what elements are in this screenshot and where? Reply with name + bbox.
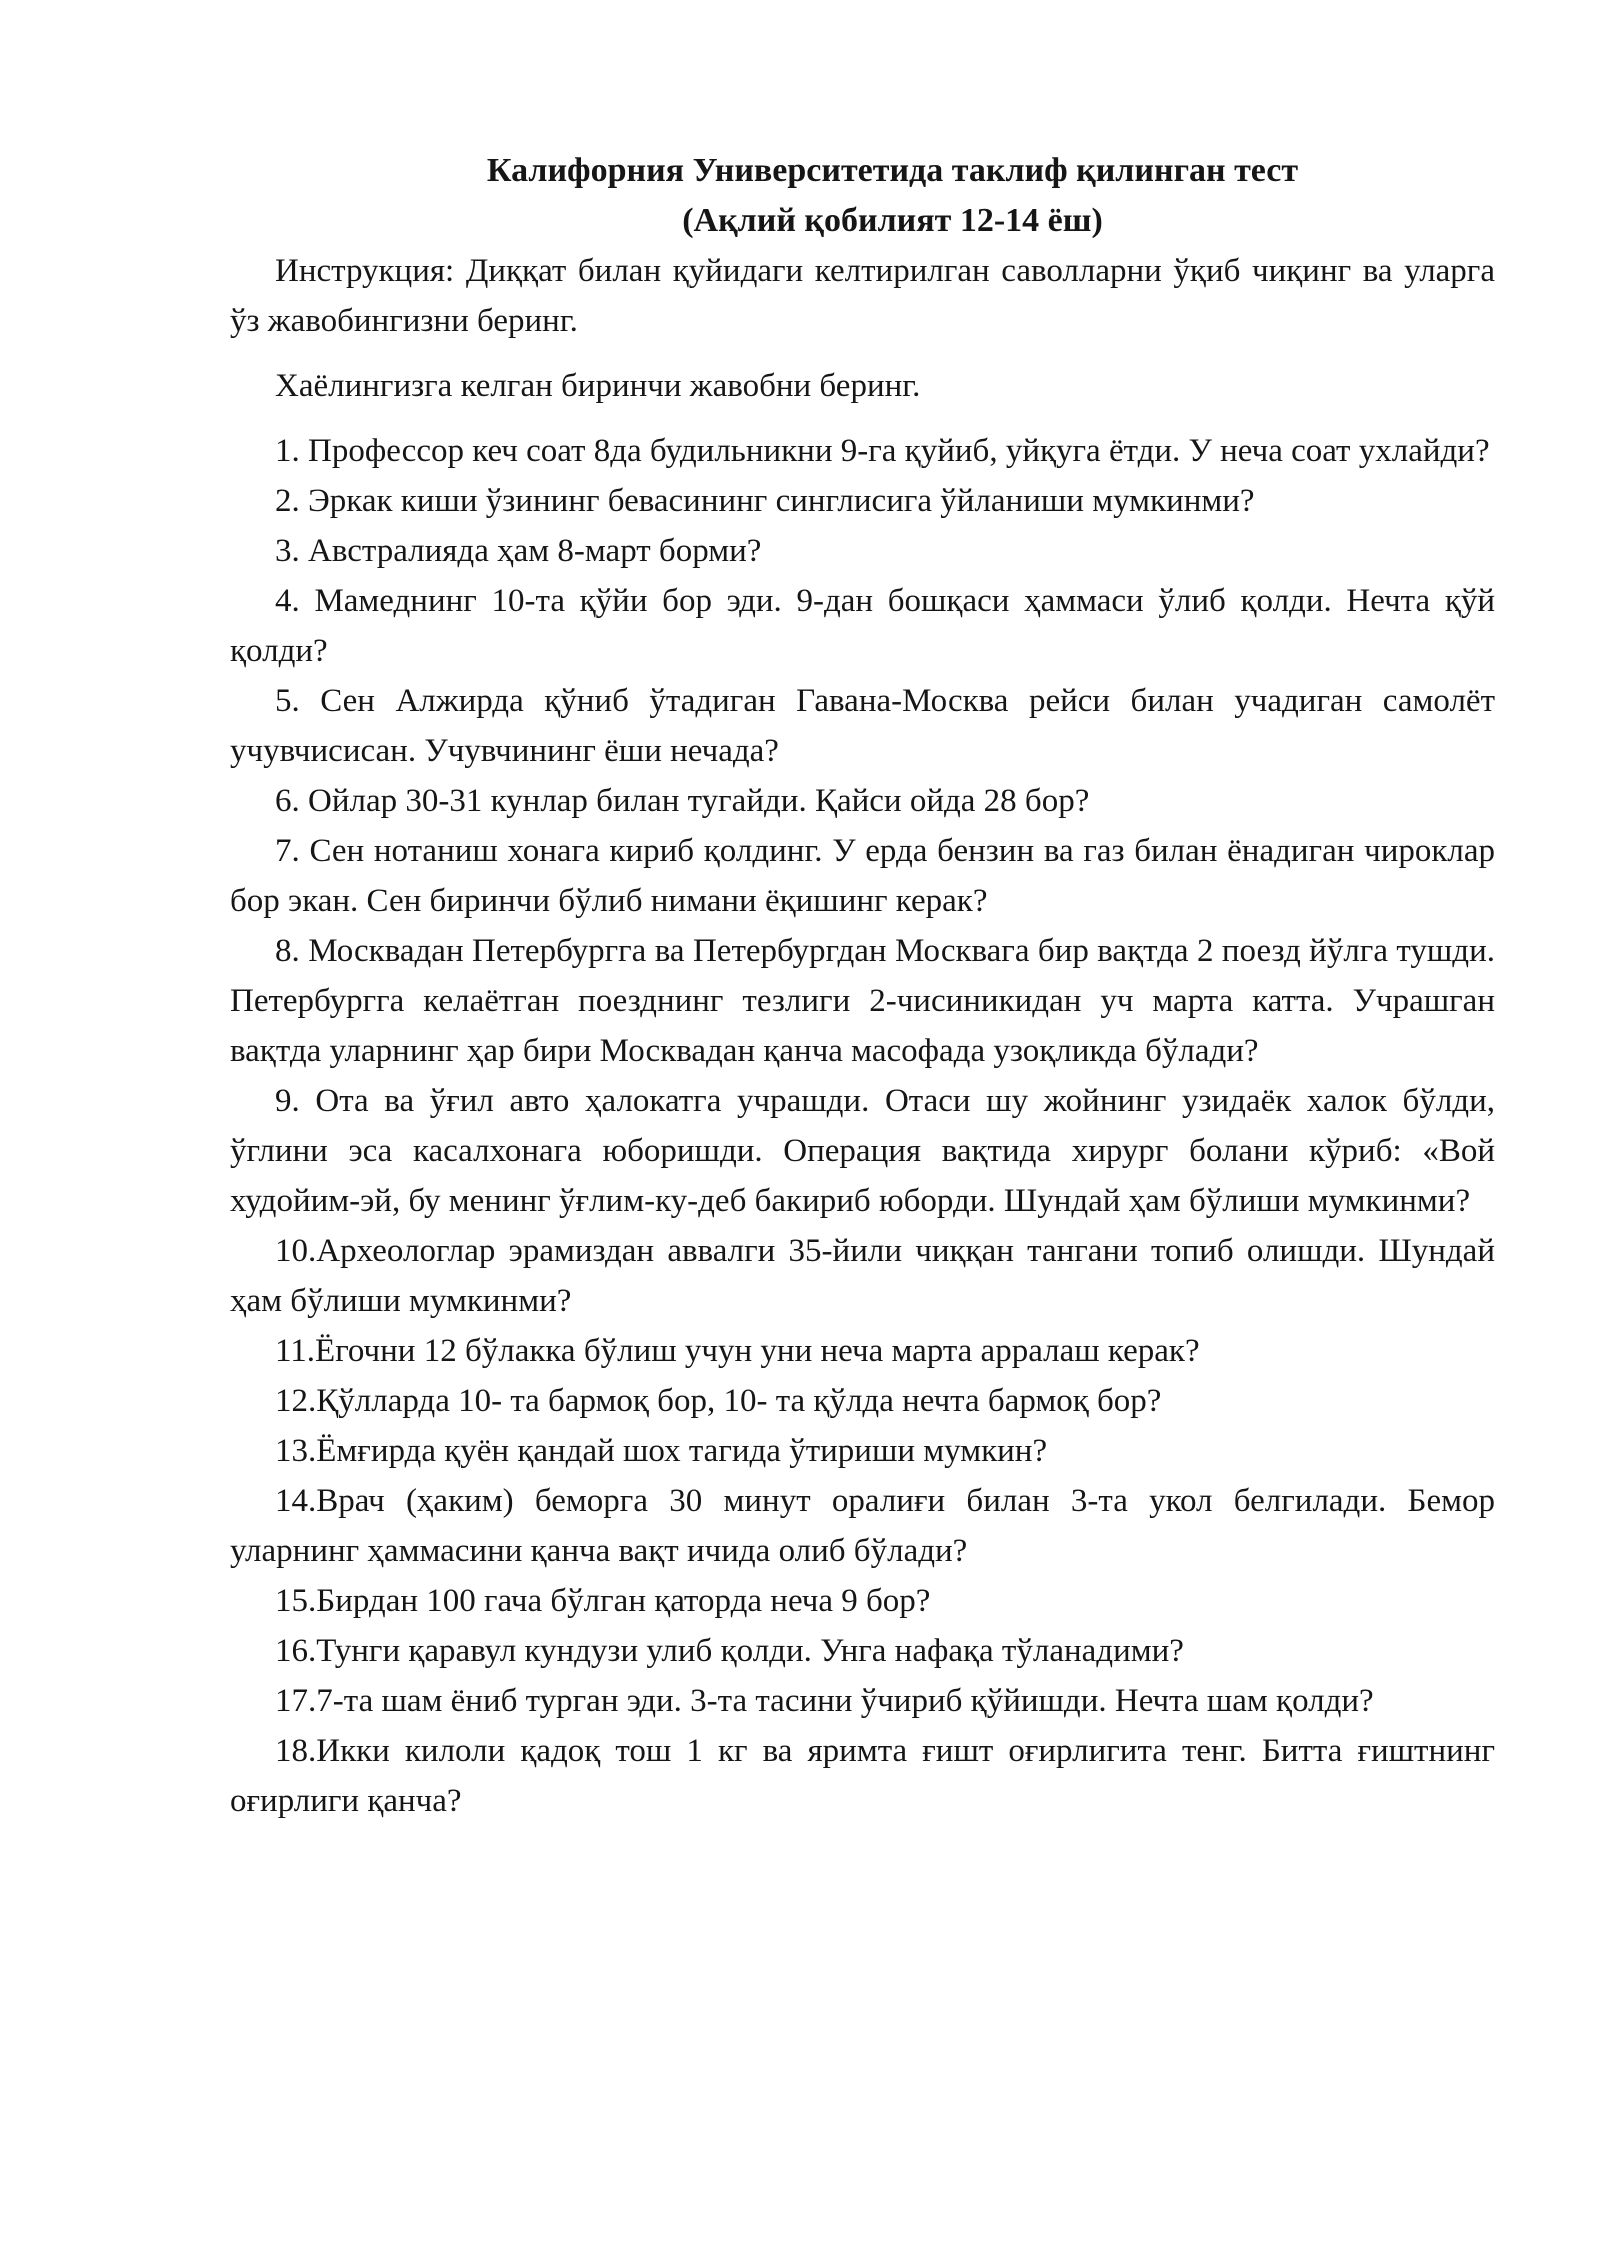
question-text: Сен нотаниш хонага кириб қолдинг. У ерда бензин ва газ билан ёнадиган чироклар бор экан. Сен биринчи бўлиб нимани ёқишинг керак? xyxy=(230,833,1495,919)
document-page xyxy=(230,146,1495,1826)
document-subtitle: (Ақлий қобилият 12-14 ёш) xyxy=(682,202,1103,239)
document-title: Калифорния Университетида таклиф қилинган тест xyxy=(486,152,1299,189)
question-item xyxy=(230,1476,1495,1576)
question-text: Ойлар 30-31 кунлар билан тугайди. Қайси ойда 28 бор? xyxy=(308,783,1090,819)
question-item xyxy=(230,1726,1495,1826)
question-text: Эркак киши ўзининг бевасининг синглисига ўйланиши мумкинми? xyxy=(308,483,1255,519)
question-item xyxy=(230,926,1495,1076)
hint-text: Хаёлингизга келган биринчи жавобни беринг. xyxy=(275,368,921,404)
question-number: 15. xyxy=(275,1583,317,1619)
question-item xyxy=(230,1576,1495,1626)
question-text: Археологлар эрамиздан аввалги 35-йили чиққан тангани топиб олишди. Шундай ҳам бўлиши мумкинми? xyxy=(230,1233,1495,1319)
question-item xyxy=(230,1226,1495,1326)
question-number: 16. xyxy=(275,1633,317,1669)
question-text: 7-та шам ёниб турган эди. 3-та тасини ўчириб қўйишди. Нечта шам қолди? xyxy=(316,1683,1374,1719)
question-number: 7. xyxy=(275,833,310,869)
question-text: Икки килоли қадоқ тош 1 кг ва яримта ғишт оғирлигита тенг. Битта ғиштнинг оғирлиги қанча? xyxy=(230,1733,1495,1819)
question-text: Профессор кеч соат 8да будильникни 9-га қуйиб, уйқуга ётди. У неча соат ухлайди? xyxy=(308,433,1490,469)
question-number: 9. xyxy=(275,1083,316,1119)
question-text: Врач (ҳаким) беморга 30 минут оралиғи билан 3-та укол белгилади. Бемор уларнинг ҳаммасини қанча вақт ичида олиб бўлади? xyxy=(230,1483,1495,1569)
question-text: Сен Алжирда қўниб ўтадиган Гавана-Москва рейси билан учадиган самолёт учувчисисан. Учувчининг ёши нечада? xyxy=(230,683,1495,769)
question-number: 13. xyxy=(275,1433,317,1469)
question-number: 12. xyxy=(275,1383,317,1419)
question-item xyxy=(230,1676,1495,1726)
question-item xyxy=(230,1076,1495,1226)
question-number: 18. xyxy=(275,1733,317,1769)
question-text: Мамеднинг 10-та қўйи бор эди. 9-дан бошқаси ҳаммаси ўлиб қолди. Нечта қўй қолди? xyxy=(230,583,1496,669)
question-number: 8. xyxy=(275,933,309,969)
question-item xyxy=(230,826,1495,926)
question-text: Москвадан Петербургга ва Петербургдан Москвага бир вақтда 2 поезд йўлга тушди. Петербургга келаётган поезднинг тезлиги 2-чисиникидан уч марта катта. Учрашган вақтда уларнинг ҳар бири Москвадан қанча масофада узоқликда бўлади? xyxy=(230,933,1495,1069)
question-item xyxy=(230,1426,1495,1476)
question-text: Австралияда ҳам 8-март борми? xyxy=(308,533,762,569)
question-number: 5. xyxy=(275,683,321,719)
question-item xyxy=(230,1326,1495,1376)
question-text: Ёгочни 12 бўлакка бўлиш учун уни неча марта арралаш керак? xyxy=(315,1333,1200,1369)
question-number: 10. xyxy=(275,1233,317,1269)
question-text: Тунги қаравул кундузи улиб қолди. Унга нафақа тўланадими? xyxy=(316,1633,1184,1669)
instruction-text: Инструкция: Диққат билан қуйидаги келтирилган саволларни ўқиб чиқинг ва уларга ўз жавобингизни беринг. xyxy=(230,253,1495,339)
question-number: 17. xyxy=(275,1683,317,1719)
question-number: 3. xyxy=(275,533,308,569)
question-text: Ота ва ўғил авто ҳалокатга учрашди. Отаси шу жойнинг узидаёк халок бўлди, ўглини эса касалхонага юборишди. Операция вақтида хирург болани кўриб: «Вой худойим-эй, бу менинг ўғлим-ку-деб бакириб юборди. Шундай ҳам бўлиши мумкинми? xyxy=(230,1083,1495,1219)
question-text: Қўлларда 10- та бармоқ бор, 10- та қўлда нечта бармоқ бор? xyxy=(316,1383,1162,1419)
question-item xyxy=(230,676,1495,776)
question-number: 11. xyxy=(275,1333,316,1369)
question-item xyxy=(230,1626,1495,1676)
question-number: 1. xyxy=(275,433,308,469)
question-number: 6. xyxy=(275,783,308,819)
question-list xyxy=(230,426,1495,1826)
question-item xyxy=(230,776,1495,826)
question-text: Бирдан 100 гача бўлган қаторда неча 9 бор? xyxy=(316,1583,931,1619)
question-text: Ёмғирда қуён қандай шох тагида ўтириши мумкин? xyxy=(316,1433,1048,1469)
question-item xyxy=(230,426,1495,476)
question-item xyxy=(230,476,1495,526)
question-item xyxy=(230,1376,1495,1426)
question-item xyxy=(230,526,1495,576)
question-item xyxy=(230,576,1495,676)
question-number: 14. xyxy=(275,1483,317,1519)
question-number: 2. xyxy=(275,483,308,519)
question-number: 4. xyxy=(275,583,315,619)
